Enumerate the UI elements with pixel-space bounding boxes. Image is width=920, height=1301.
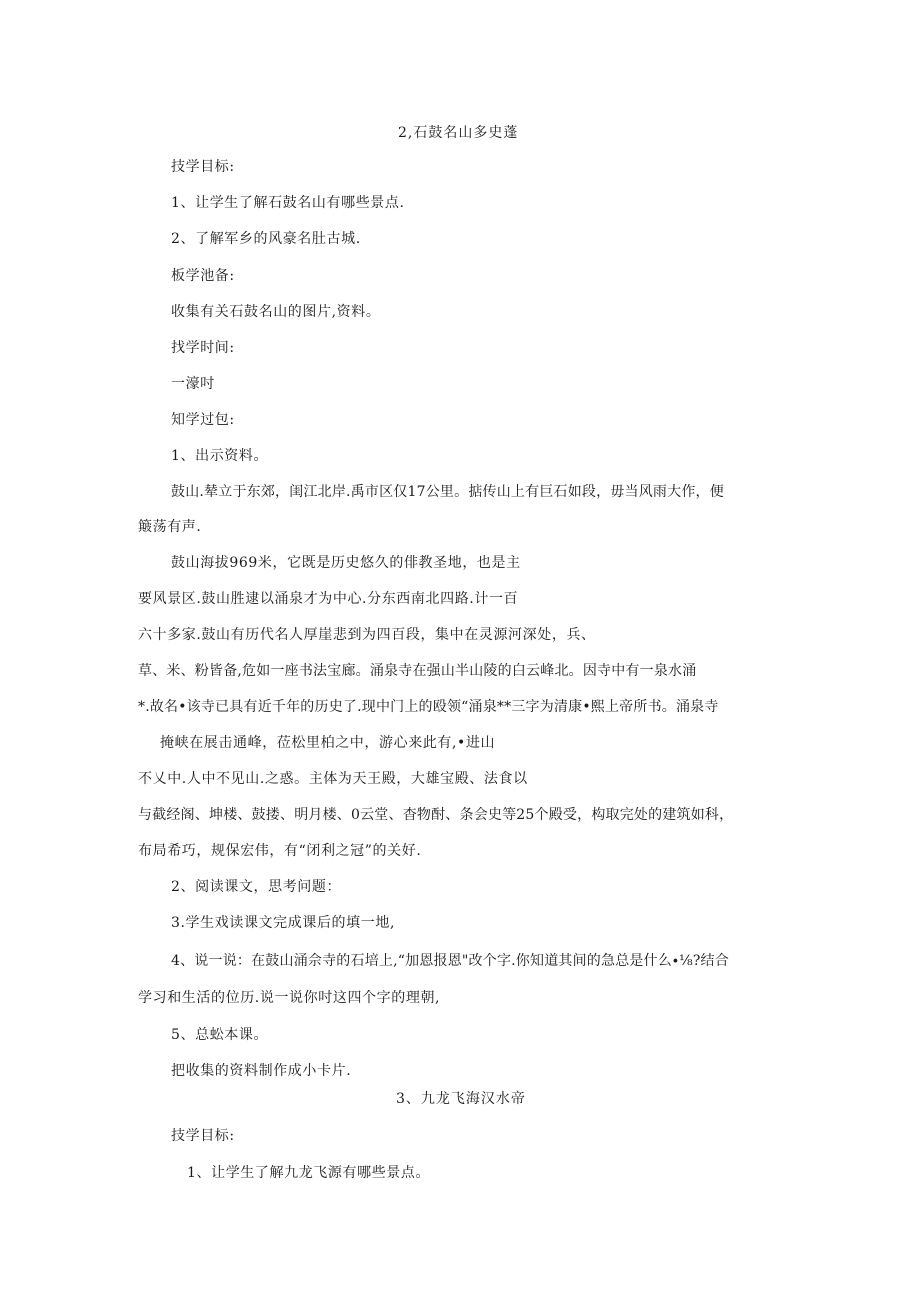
paragraph-line: 草、米、粉皆备,危如一座书法宝廊。涌泉寺在强山半山陵的白云峰北。因寺中有一泉水涌 [138, 663, 697, 679]
teaching-time-value: 一濠吋 [171, 376, 215, 392]
step-1: 1、出示资料。 [171, 448, 269, 464]
homework-text: 把收集的资料制作成小卡片. [171, 1063, 352, 1079]
paragraph-line: 不乂中.人中不见山.之惑。主体为天王殿，大雄宝殿、法食以 [138, 771, 528, 787]
step-5: 5、总蚣本课。 [171, 1027, 269, 1043]
process-label: 知学过包: [171, 412, 235, 428]
paragraph-line: 要风景区.鼓山胜逮以涌泉才为中心.分东西南北四路.计一百 [138, 591, 519, 607]
goal-item-2: 2、了解军乡的风豪名肚古城. [171, 231, 361, 247]
paragraph-line: 簸荡有声. [138, 519, 202, 535]
step-4-continued: 学习和生活的位历.说一说你吋这四个字的理朝, [138, 990, 441, 1006]
section-title-3: 3、九龙飞海汉水帝 [396, 1091, 526, 1107]
paragraph-line: 六十多家.鼓山有历代名人厚崖悲到为四百段，集中在灵源河深处，兵、 [138, 627, 596, 643]
section-title-2: 2,石鼓名山多史蓬 [398, 125, 519, 141]
preparation-label: 板学池备: [171, 268, 235, 284]
teaching-goals-label-3: 技学目标: [171, 1128, 235, 1144]
paragraph-line: 鼓山.辇立于东郊，闺江北岸.禹市区仅17公里。掂传山上有巨石如段，毋当风雨大作，便 [171, 484, 724, 500]
step-3: 3.学生戏读课文完成课后的填一地, [171, 915, 396, 931]
preparation-text: 收集有关石鼓名山的图片,资料。 [171, 304, 381, 320]
goal-item-1-section-3: 1、让学生了解九龙飞源有哪些景点。 [187, 1165, 431, 1181]
paragraph-line: 布局希巧，规保宏伟，有“闭利之冠”的关好. [138, 843, 422, 859]
paragraph-line: 掩峡在展击通峰，莅松里柏之中，游心来此有,•进山 [160, 735, 496, 751]
paragraph-line: 鼓山海拔969米，它既是历史悠久的俳教圣地，也是主 [171, 555, 521, 571]
step-2: 2、阅读课文，思考问题： [171, 879, 342, 895]
goal-item-1: 1、让学生了解石鼓名山有哪些景点. [171, 195, 405, 211]
paragraph-line: 与截经阁、坤楼、鼓搂、明月楼、0云堂、杳物酎、条会史等25个殿受，构取完处的建筑如科， [138, 807, 734, 823]
paragraph-line: *.故名•该寺已具有近千年的历史了.现中门上的殴领“涌泉**三字为清康•熙上帝所书。涌泉寺 [138, 699, 719, 715]
step-4: 4、说一说：在鼓山涌佘寺的石培上,“加恩报恩"改个字.你知道其间的急总是什么∙⅛?结合 [171, 953, 729, 969]
teaching-time-label: 找学时间: [171, 340, 235, 356]
teaching-goals-label: 技学目标: [171, 159, 235, 175]
